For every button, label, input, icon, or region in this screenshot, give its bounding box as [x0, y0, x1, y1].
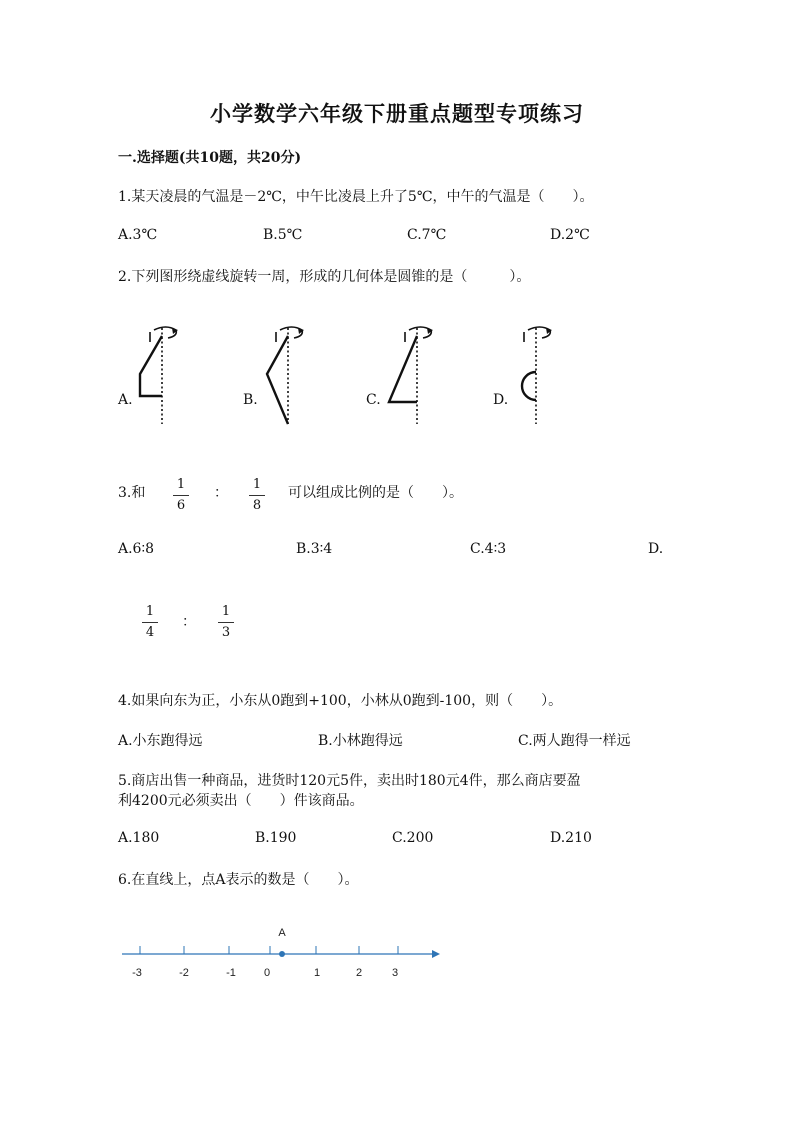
q3-suffix: 可以组成比例的是（ ）。 — [288, 485, 463, 501]
tick-label-0: 0 — [263, 967, 271, 979]
q2-figure-b — [255, 320, 315, 430]
q3-option-b: B.3∶4 — [296, 541, 333, 557]
point-a-marker — [279, 951, 285, 957]
q3-option-d: D. — [648, 541, 664, 557]
question-2-text: 2.下列图形绕虚线旋转一周，形成的几何体是圆锥的是（ ）。 — [118, 269, 531, 285]
section-heading: 一.选择题(共10题，共20分) — [118, 150, 302, 166]
question-6-text: 6.在直线上，点A表示的数是（ ）。 — [118, 872, 359, 888]
q5-option-d: D.210 — [550, 830, 592, 846]
q4-option-b: B.小林跑得远 — [318, 733, 403, 749]
q1-option-b: B.5℃ — [263, 227, 303, 243]
q2-label-a: A. — [118, 392, 133, 408]
tick-label-neg1: -1 — [226, 967, 236, 979]
q2-label-c: C. — [366, 392, 381, 408]
question-5-line-2: 利4200元必须卖出（ ）件该商品。 — [118, 793, 364, 809]
q3-option-d-fraction-1 — [140, 604, 160, 641]
q2-label-d: D. — [493, 392, 509, 408]
q3-fraction-1 — [171, 477, 191, 514]
q3-option-c: C.4∶3 — [470, 541, 507, 557]
fraction-bar — [218, 622, 234, 623]
q3-option-a: A.6∶8 — [118, 541, 155, 557]
q3-colon: ： — [214, 485, 228, 501]
q5-option-a: A.180 — [118, 830, 160, 846]
tick-label-2: 2 — [355, 967, 363, 979]
q3-d-fraction-1-numerator: 1 — [145, 604, 155, 619]
q3-fraction-2-numerator: 1 — [252, 477, 262, 492]
tick-label-1: 1 — [313, 967, 321, 979]
fraction-bar — [173, 495, 189, 496]
page-title: 小学数学六年级下册重点题型专项练习 — [210, 101, 584, 126]
number-line — [110, 920, 450, 990]
q3-option-d-fraction-2 — [216, 604, 236, 641]
q2-figure-d — [505, 320, 565, 430]
number-line-arrow-icon — [432, 950, 440, 958]
q3-d-fraction-1-denominator: 4 — [145, 625, 155, 640]
question-5-line-1: 5.商店出售一种商品，进货时120元5件，卖出时180元4件，那么商店要盈 — [118, 773, 581, 789]
q5-option-b: B.190 — [255, 830, 297, 846]
tick-label-3: 3 — [391, 967, 399, 979]
q2-label-b: B. — [243, 392, 258, 408]
point-a-label: A — [278, 927, 286, 939]
q1-option-d: D.2℃ — [550, 227, 590, 243]
q2-figure-a — [130, 320, 190, 430]
q3-fraction-2-denominator: 8 — [252, 498, 262, 513]
q3-fraction-2 — [247, 477, 267, 514]
q3-fraction-1-denominator: 6 — [176, 498, 186, 513]
q3-d-fraction-2-denominator: 3 — [221, 625, 231, 640]
fraction-bar — [249, 495, 265, 496]
q5-option-c: C.200 — [392, 830, 434, 846]
fraction-bar — [142, 622, 158, 623]
q1-option-c: C.7℃ — [407, 227, 447, 243]
question-1-text: 1.某天凌晨的气温是－2℃，中午比凌晨上升了5℃，中午的气温是（ ）。 — [118, 189, 594, 205]
q1-option-a: A.3℃ — [118, 227, 158, 243]
q3-d-fraction-2-numerator: 1 — [221, 604, 231, 619]
q3-fraction-1-numerator: 1 — [176, 477, 186, 492]
q2-figure-c — [380, 320, 440, 430]
q4-option-c: C.两人跑得一样远 — [518, 733, 631, 749]
tick-label-neg2: -2 — [179, 967, 189, 979]
q3-option-d-colon: ： — [182, 614, 196, 630]
q4-option-a: A.小东跑得远 — [118, 733, 203, 749]
q3-prefix: 3.和 — [118, 485, 146, 501]
question-4-text: 4.如果向东为正，小东从0跑到+100，小林从0跑到-100，则（ ）。 — [118, 693, 563, 709]
tick-label-neg3: -3 — [132, 967, 142, 979]
